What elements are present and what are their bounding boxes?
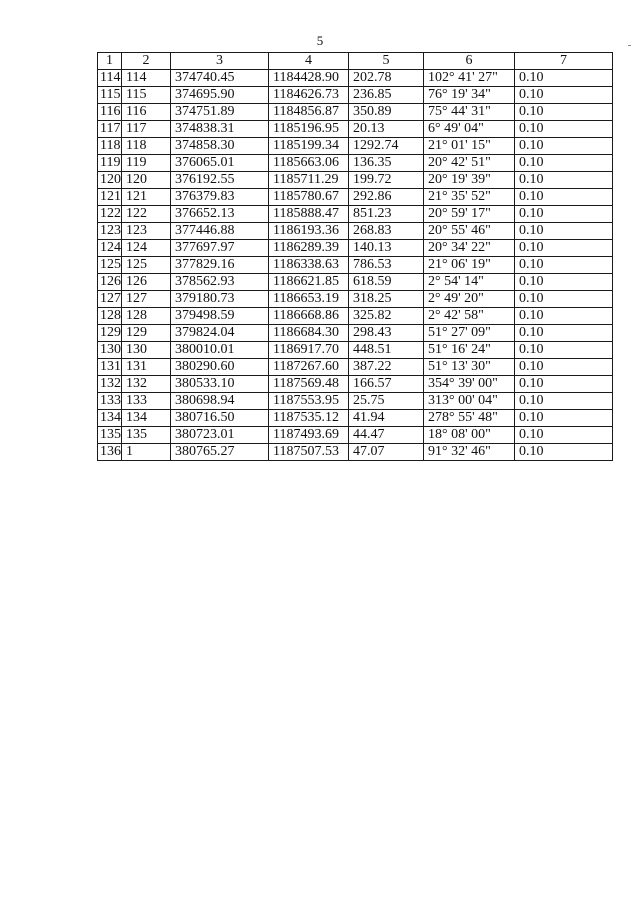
cell-y-coordinate: 1185196.95 [269,121,349,138]
cell-accuracy: 0.10 [515,410,613,427]
cell-distance: 47.07 [349,444,424,461]
cell-x-coordinate: 374740.45 [171,70,269,87]
table-row [98,410,613,427]
cell-y-coordinate: 1185199.34 [269,138,349,155]
cell-distance: 325.82 [349,308,424,325]
cell-direction-angle: 51° 13' 30" [424,359,515,376]
cell-point-number: 126 [122,274,171,291]
cell-point-index: 135 [98,427,122,444]
cell-accuracy: 0.10 [515,291,613,308]
table-row [98,104,613,121]
cell-distance: 41.94 [349,410,424,427]
cell-distance: 268.83 [349,223,424,240]
cell-y-coordinate: 1184428.90 [269,70,349,87]
cell-y-coordinate: 1186193.36 [269,223,349,240]
table-row [98,308,613,325]
cell-point-number: 130 [122,342,171,359]
cell-accuracy: 0.10 [515,257,613,274]
cell-y-coordinate: 1186289.39 [269,240,349,257]
cell-x-coordinate: 374858.30 [171,138,269,155]
cell-distance: 318.25 [349,291,424,308]
table-row [98,87,613,104]
cell-y-coordinate: 1184626.73 [269,87,349,104]
cell-accuracy: 0.10 [515,172,613,189]
cell-point-index: 131 [98,359,122,376]
cell-y-coordinate: 1187553.95 [269,393,349,410]
cell-point-index: 127 [98,291,122,308]
cell-point-index: 126 [98,274,122,291]
cell-distance: 298.43 [349,325,424,342]
cell-point-number: 133 [122,393,171,410]
cell-accuracy: 0.10 [515,240,613,257]
cell-direction-angle: 102° 41' 27" [424,70,515,87]
cell-distance: 202.78 [349,70,424,87]
cell-distance: 166.57 [349,376,424,393]
cell-distance: 20.13 [349,121,424,138]
cell-accuracy: 0.10 [515,104,613,121]
cell-point-number: 117 [122,121,171,138]
cell-y-coordinate: 1186338.63 [269,257,349,274]
cell-accuracy: 0.10 [515,121,613,138]
cell-x-coordinate: 376065.01 [171,155,269,172]
table-header-row [98,53,613,70]
cell-point-index: 118 [98,138,122,155]
cell-y-coordinate: 1185711.29 [269,172,349,189]
cell-point-number: 116 [122,104,171,121]
cell-y-coordinate: 1186653.19 [269,291,349,308]
column-header-point-number: 2 [122,53,171,70]
cell-point-number: 122 [122,206,171,223]
cell-point-index: 136 [98,444,122,461]
table-row [98,189,613,206]
cell-direction-angle: 21° 06' 19" [424,257,515,274]
cell-point-index: 114 [98,70,122,87]
cell-point-number: 114 [122,70,171,87]
cell-x-coordinate: 377697.97 [171,240,269,257]
cell-point-number: 128 [122,308,171,325]
cell-accuracy: 0.10 [515,444,613,461]
cell-point-index: 128 [98,308,122,325]
cell-x-coordinate: 377829.16 [171,257,269,274]
cell-accuracy: 0.10 [515,223,613,240]
cell-point-index: 122 [98,206,122,223]
cell-x-coordinate: 374838.31 [171,121,269,138]
column-header-direction-angle: 6 [424,53,515,70]
cell-x-coordinate: 379824.04 [171,325,269,342]
table-row [98,359,613,376]
cell-accuracy: 0.10 [515,206,613,223]
cell-direction-angle: 51° 16' 24" [424,342,515,359]
cell-point-number: 120 [122,172,171,189]
cell-direction-angle: 51° 27' 09" [424,325,515,342]
table-row [98,121,613,138]
cell-x-coordinate: 374695.90 [171,87,269,104]
cell-distance: 448.51 [349,342,424,359]
cell-point-index: 134 [98,410,122,427]
table-row [98,138,613,155]
column-header-accuracy: 7 [515,53,613,70]
column-header-point-index: 1 [98,53,122,70]
cell-x-coordinate: 380290.60 [171,359,269,376]
cell-point-number: 125 [122,257,171,274]
cell-y-coordinate: 1185888.47 [269,206,349,223]
cell-point-index: 129 [98,325,122,342]
cell-point-index: 116 [98,104,122,121]
table-row [98,70,613,87]
cell-point-index: 115 [98,87,122,104]
cell-distance: 199.72 [349,172,424,189]
cell-accuracy: 0.10 [515,342,613,359]
table-row [98,291,613,308]
cell-y-coordinate: 1184856.87 [269,104,349,121]
cell-y-coordinate: 1187569.48 [269,376,349,393]
scan-speck [628,45,631,46]
cell-accuracy: 0.10 [515,138,613,155]
cell-point-number: 135 [122,427,171,444]
cell-y-coordinate: 1187267.60 [269,359,349,376]
cell-x-coordinate: 374751.89 [171,104,269,121]
cell-point-number: 127 [122,291,171,308]
cell-x-coordinate: 380533.10 [171,376,269,393]
cell-point-number: 131 [122,359,171,376]
cell-direction-angle: 2° 54' 14" [424,274,515,291]
table-row [98,444,613,461]
table-row [98,427,613,444]
cell-y-coordinate: 1186684.30 [269,325,349,342]
cell-accuracy: 0.10 [515,189,613,206]
cell-point-number: 132 [122,376,171,393]
cell-x-coordinate: 379180.73 [171,291,269,308]
cell-point-index: 132 [98,376,122,393]
cell-direction-angle: 20° 34' 22" [424,240,515,257]
table-row [98,206,613,223]
cell-x-coordinate: 376192.55 [171,172,269,189]
column-header-y-coordinate: 4 [269,53,349,70]
cell-direction-angle: 20° 59' 17" [424,206,515,223]
cell-x-coordinate: 380765.27 [171,444,269,461]
cell-x-coordinate: 380716.50 [171,410,269,427]
column-header-x-coordinate: 3 [171,53,269,70]
table-row [98,325,613,342]
cell-accuracy: 0.10 [515,308,613,325]
cell-point-index: 121 [98,189,122,206]
cell-y-coordinate: 1185663.06 [269,155,349,172]
column-header-distance: 5 [349,53,424,70]
cell-y-coordinate: 1187493.69 [269,427,349,444]
cell-direction-angle: 354° 39' 00" [424,376,515,393]
cell-point-index: 124 [98,240,122,257]
cell-x-coordinate: 379498.59 [171,308,269,325]
cell-distance: 236.85 [349,87,424,104]
cell-direction-angle: 2° 42' 58" [424,308,515,325]
cell-direction-angle: 91° 32' 46" [424,444,515,461]
cell-point-index: 130 [98,342,122,359]
coordinates-table [97,52,613,461]
cell-point-number: 121 [122,189,171,206]
cell-direction-angle: 6° 49' 04" [424,121,515,138]
cell-distance: 25.75 [349,393,424,410]
cell-direction-angle: 2° 49' 20" [424,291,515,308]
cell-distance: 292.86 [349,189,424,206]
cell-direction-angle: 20° 19' 39" [424,172,515,189]
cell-y-coordinate: 1187535.12 [269,410,349,427]
cell-point-number: 123 [122,223,171,240]
cell-x-coordinate: 378562.93 [171,274,269,291]
table-row [98,393,613,410]
cell-direction-angle: 18° 08' 00" [424,427,515,444]
cell-distance: 1292.74 [349,138,424,155]
cell-direction-angle: 21° 35' 52" [424,189,515,206]
table-row [98,342,613,359]
cell-direction-angle: 278° 55' 48" [424,410,515,427]
cell-accuracy: 0.10 [515,325,613,342]
cell-accuracy: 0.10 [515,359,613,376]
cell-y-coordinate: 1185780.67 [269,189,349,206]
cell-direction-angle: 20° 42' 51" [424,155,515,172]
cell-direction-angle: 75° 44' 31" [424,104,515,121]
cell-point-number: 134 [122,410,171,427]
cell-accuracy: 0.10 [515,376,613,393]
cell-direction-angle: 20° 55' 46" [424,223,515,240]
cell-x-coordinate: 376652.13 [171,206,269,223]
table-row [98,257,613,274]
cell-point-number: 119 [122,155,171,172]
cell-y-coordinate: 1186668.86 [269,308,349,325]
cell-x-coordinate: 376379.83 [171,189,269,206]
cell-point-number: 129 [122,325,171,342]
cell-accuracy: 0.10 [515,70,613,87]
cell-direction-angle: 21° 01' 15" [424,138,515,155]
cell-accuracy: 0.10 [515,427,613,444]
cell-point-index: 123 [98,223,122,240]
cell-point-index: 133 [98,393,122,410]
cell-accuracy: 0.10 [515,155,613,172]
cell-x-coordinate: 380723.01 [171,427,269,444]
table-row [98,376,613,393]
cell-distance: 140.13 [349,240,424,257]
cell-accuracy: 0.10 [515,274,613,291]
cell-distance: 350.89 [349,104,424,121]
cell-y-coordinate: 1186621.85 [269,274,349,291]
cell-distance: 387.22 [349,359,424,376]
cell-point-index: 119 [98,155,122,172]
cell-distance: 44.47 [349,427,424,444]
cell-point-number: 118 [122,138,171,155]
page-number: 5 [316,33,324,48]
cell-point-index: 125 [98,257,122,274]
cell-distance: 786.53 [349,257,424,274]
cell-accuracy: 0.10 [515,393,613,410]
cell-x-coordinate: 380698.94 [171,393,269,410]
cell-point-number: 1 [122,444,171,461]
cell-distance: 618.59 [349,274,424,291]
cell-distance: 136.35 [349,155,424,172]
cell-direction-angle: 313° 00' 04" [424,393,515,410]
table-row [98,274,613,291]
cell-point-number: 115 [122,87,171,104]
cell-accuracy: 0.10 [515,87,613,104]
table-row [98,223,613,240]
cell-x-coordinate: 377446.88 [171,223,269,240]
cell-x-coordinate: 380010.01 [171,342,269,359]
cell-distance: 851.23 [349,206,424,223]
cell-direction-angle: 76° 19' 34" [424,87,515,104]
cell-y-coordinate: 1186917.70 [269,342,349,359]
cell-point-index: 120 [98,172,122,189]
table-row [98,240,613,257]
cell-y-coordinate: 1187507.53 [269,444,349,461]
table-row [98,155,613,172]
table-row [98,172,613,189]
cell-point-index: 117 [98,121,122,138]
cell-point-number: 124 [122,240,171,257]
